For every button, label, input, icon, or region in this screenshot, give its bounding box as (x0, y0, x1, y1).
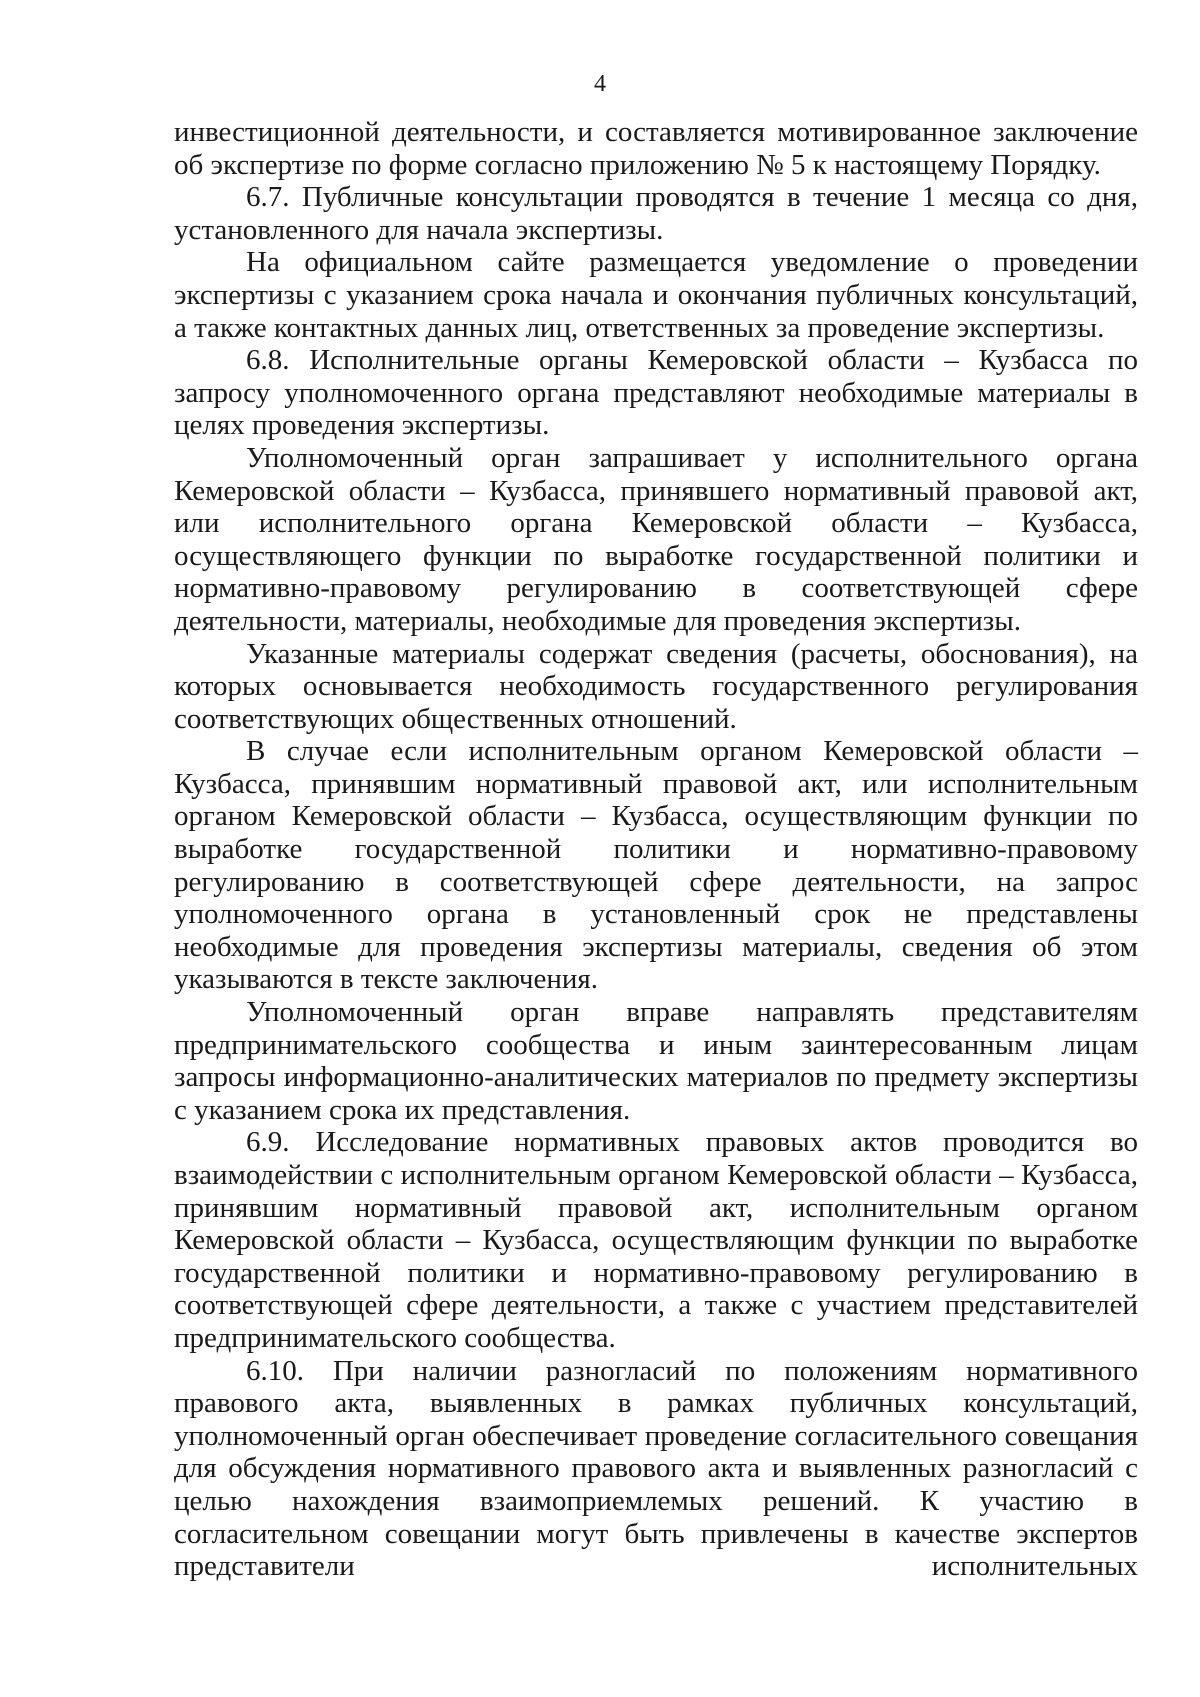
paragraph-6-8: 6.8. Исполнительные органы Кемеровской области – Кузбасса по запросу уполномоченного органа представляют необходимые материалы в целях проведения экспертизы. (174, 344, 1138, 442)
paragraph-materials-content: Указанные материалы содержат сведения (расчеты, обоснования), на которых основывается необходимость государственного регулирования соответствующих общественных отношений. (174, 637, 1138, 735)
paragraph-materials-not-provided: В случае если исполнительным органом Кемеровской области – Кузбасса, принявшим нормативный правовой акт, или исполнительным органом Кемеровской области – Кузбасса, осуществляющим функции по выработке государственной политики и нормативно-правовому регулированию в соответствующей сфере деятельности, на запрос уполномоченного органа в установленный срок не представлены необходимые для проведения экспертизы материалы, сведения об этом указываются в тексте заключения. (174, 735, 1138, 996)
page-number: 4 (594, 71, 606, 97)
paragraph-continuation: инвестиционной деятельности, и составляется мотивированное заключение об экспертизе по форме согласно приложению № 5 к настоящему Порядку. (174, 116, 1138, 181)
paragraph-official-site-notice: На официальном сайте размещается уведомление о проведении экспертизы с указанием срока начала и окончания публичных консультаций, а также контактных данных лиц, ответственных за проведение экспертизы. (174, 246, 1138, 344)
paragraph-information-requests: Уполномоченный орган вправе направлять представителям предпринимательского сообщества и иным заинтересованным лицам запросы информационно-аналитических материалов по предмету экспертизы с указанием срока их представления. (174, 996, 1138, 1126)
paragraph-materials-request: Уполномоченный орган запрашивает у исполнительного органа Кемеровской области – Кузбасса, принявшего нормативный правовой акт, или исполнительного органа Кемеровской области – Кузбасса, осуществляющего функции по выработке государственной политики и нормативно-правовому регулированию в соответствующей сфере деятельности, материалы, необходимые для проведения экспертизы. (174, 441, 1138, 637)
document-body (174, 116, 1138, 1583)
paragraph-6-7: 6.7. Публичные консультации проводятся в течение 1 месяца со дня, установленного для начала экспертизы. (174, 181, 1138, 246)
paragraph-6-9: 6.9. Исследование нормативных правовых актов проводится во взаимодействии с исполнительным органом Кемеровской области – Кузбасса, принявшим нормативный правовой акт, исполнительным органом Кемеровской области – Кузбасса, осуществляющим функции по выработке государственной политики и нормативно-правовому регулированию в соответствующей сфере деятельности, а также с участием представителей предпринимательского сообщества. (174, 1126, 1138, 1354)
paragraph-6-10: 6.10. При наличии разногласий по положениям нормативного правового акта, выявленных в рамках публичных консультаций, уполномоченный орган обеспечивает проведение согласительного совещания для обсуждения нормативного правового акта и выявленных разногласий с целью нахождения взаимоприемлемых решений. К участию в согласительном совещании могут быть привлечены в качестве экспертов представители исполнительных (174, 1354, 1138, 1583)
